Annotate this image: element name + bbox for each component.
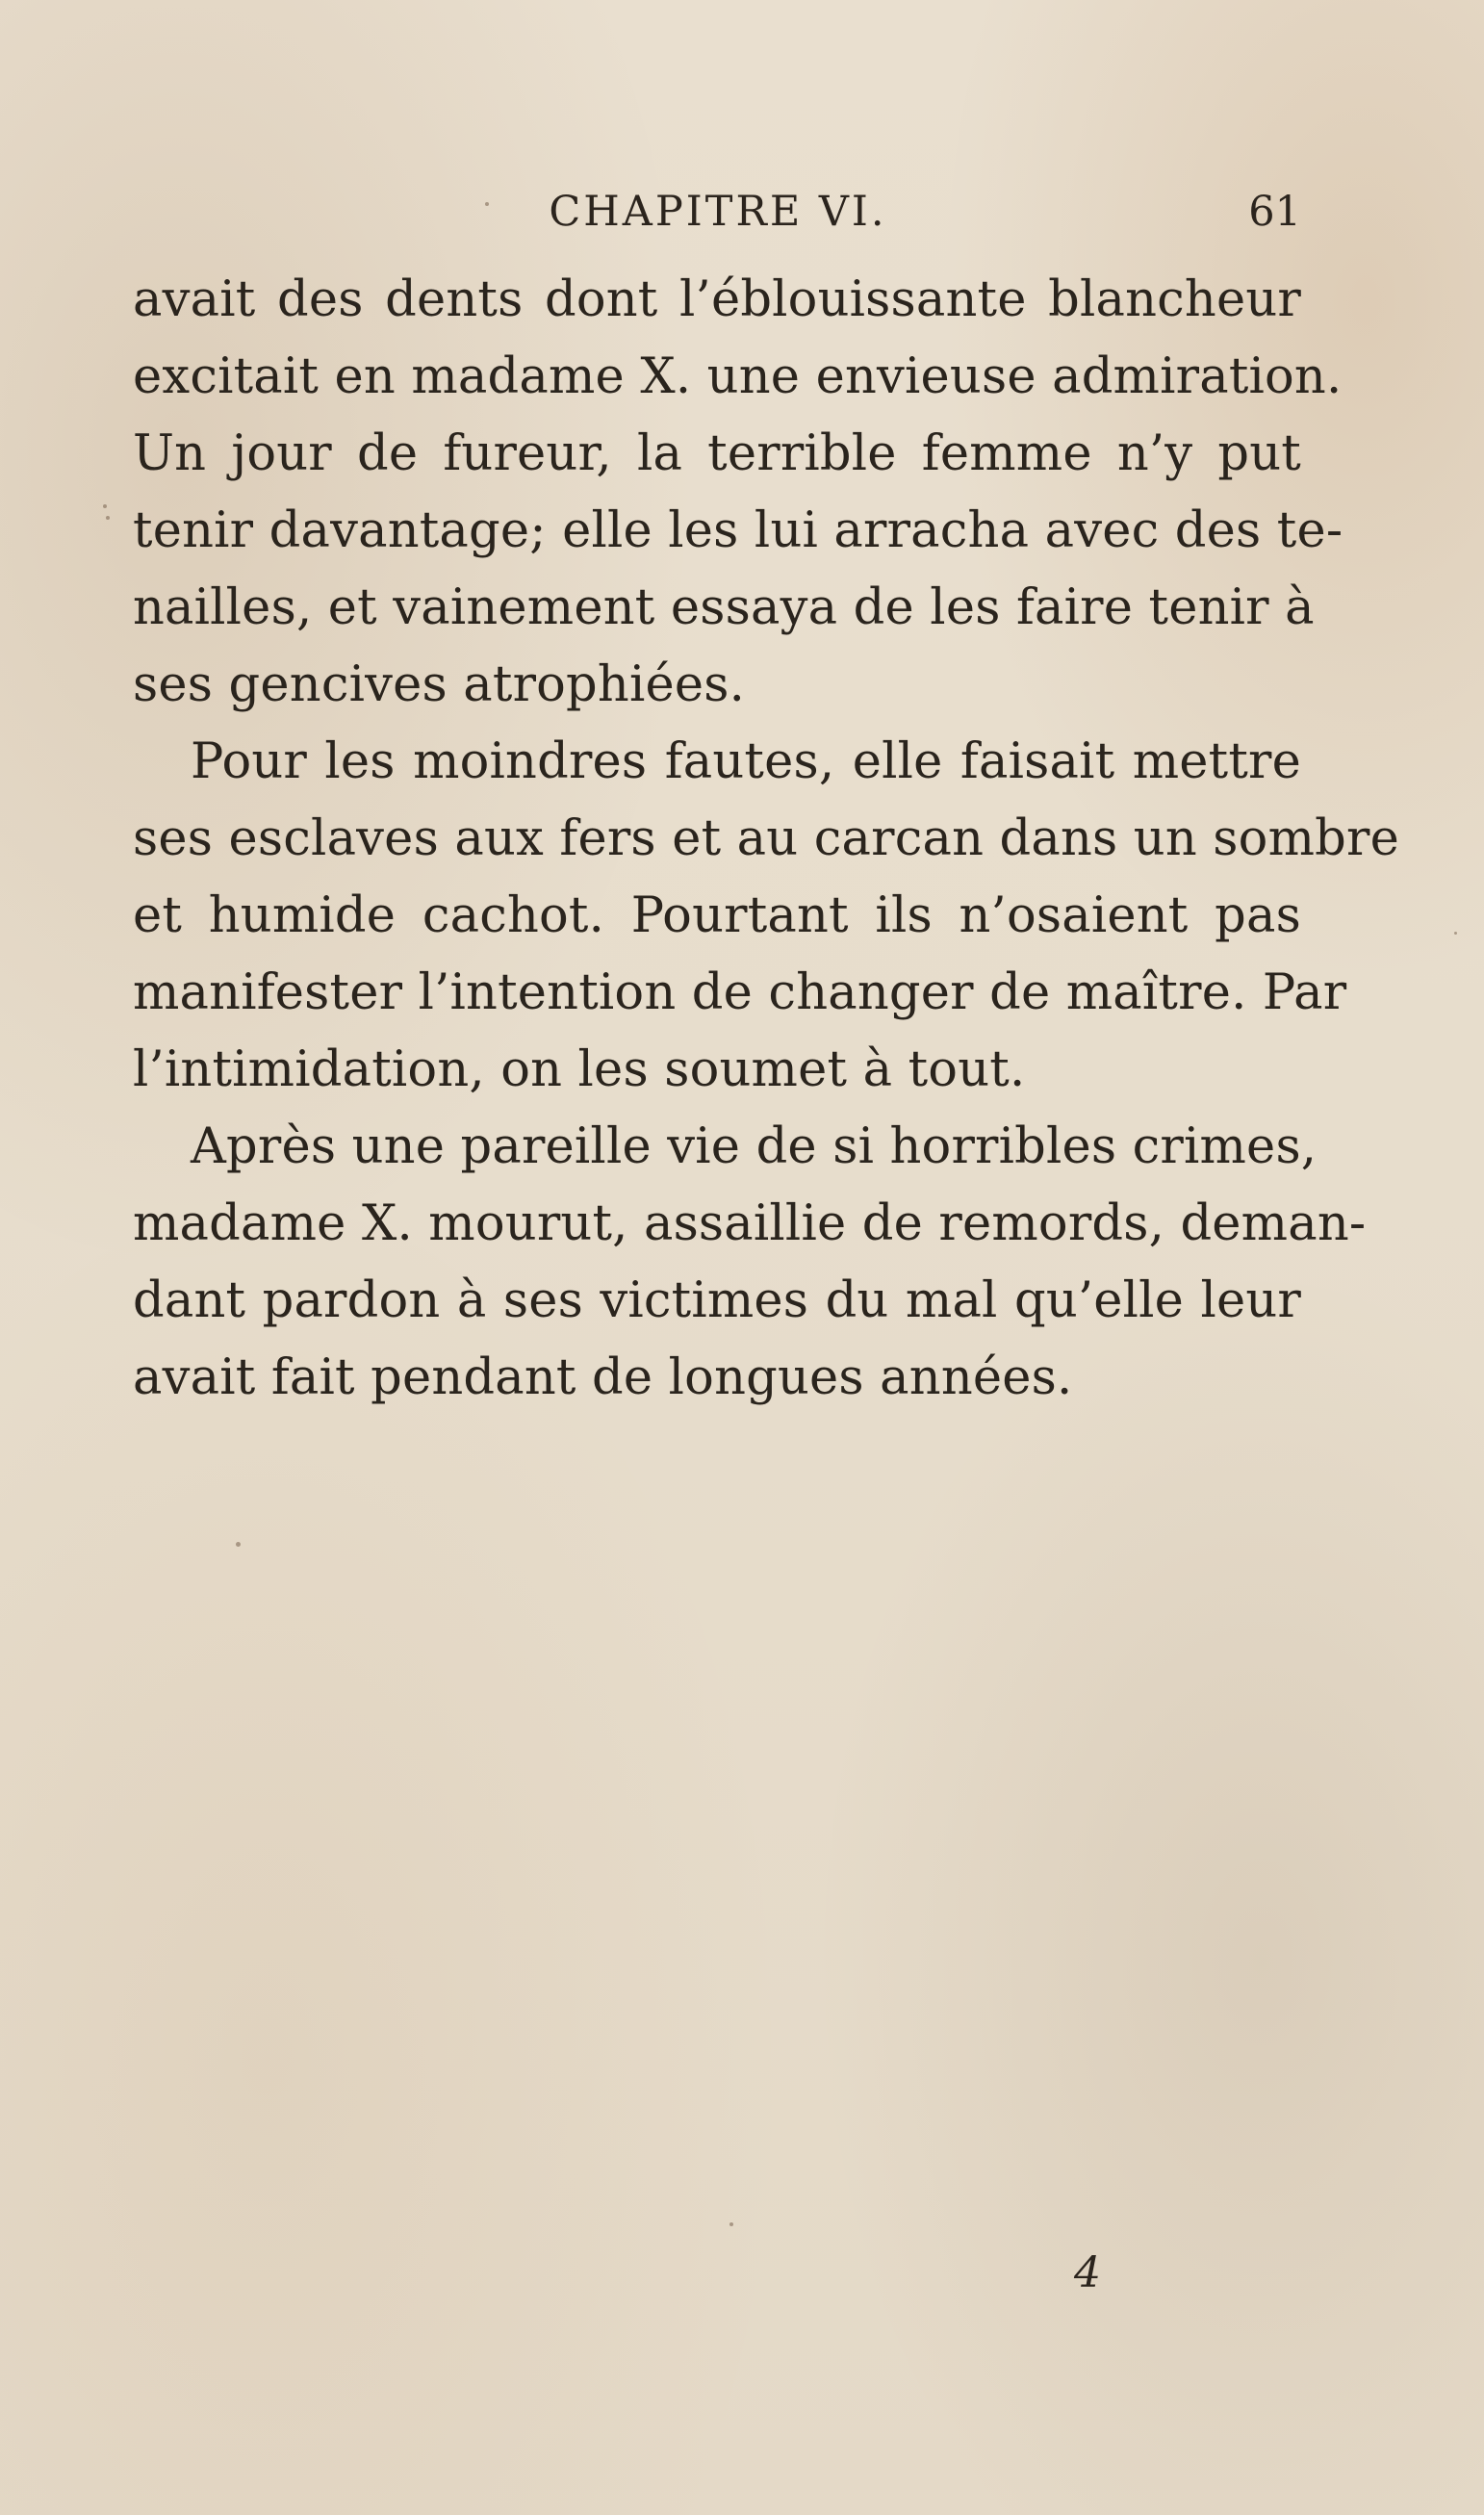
- main-text: [133, 262, 1399, 1417]
- text-line: avait fait pendant de longues années.: [133, 1349, 1073, 1406]
- text-line: ses gencives atrophiées.: [133, 656, 745, 713]
- text-line: ses esclaves aux fers et au carcan dans un sombre: [133, 810, 1399, 867]
- text-line: et humide cachot. Pourtant ils n’osaient pas: [133, 887, 1301, 944]
- text-line: manifester l’intention de changer de maître. Par: [133, 964, 1347, 1021]
- signature-mark: 4: [1074, 2248, 1101, 2297]
- text-line: madame X. mourut, assaillie de remords, deman-: [133, 1195, 1367, 1252]
- text-line: Un jour de fureur, la terrible femme n’y put: [133, 425, 1301, 482]
- paper-speck: [729, 2222, 733, 2226]
- page-header: [135, 183, 1301, 241]
- paper-speck: [106, 516, 110, 520]
- text-line: avait des dents dont l’éblouissante blancheur: [133, 271, 1301, 328]
- text-line: Pour les moindres fautes, elle faisait mettre: [191, 733, 1301, 790]
- text-line: tenir davantage; elle les lui arracha avec des te-: [133, 502, 1343, 559]
- text-line: nailles, et vainement essaya de les faire tenir à: [133, 579, 1315, 636]
- page-number: 61: [1248, 188, 1301, 236]
- text-line: l’intimidation, on les soumet à tout.: [133, 1041, 1026, 1098]
- text-line: dant pardon à ses victimes du mal qu’elle leur: [133, 1272, 1301, 1329]
- paper-speck: [236, 1542, 241, 1547]
- text-line: excitait en madame X. une envieuse admiration.: [133, 348, 1343, 405]
- paper-speck: [103, 504, 107, 508]
- running-title: CHAPITRE VI.: [549, 188, 887, 236]
- text-line: Après une pareille vie de si horribles crimes,: [191, 1118, 1318, 1175]
- paper-speck: [1454, 932, 1457, 935]
